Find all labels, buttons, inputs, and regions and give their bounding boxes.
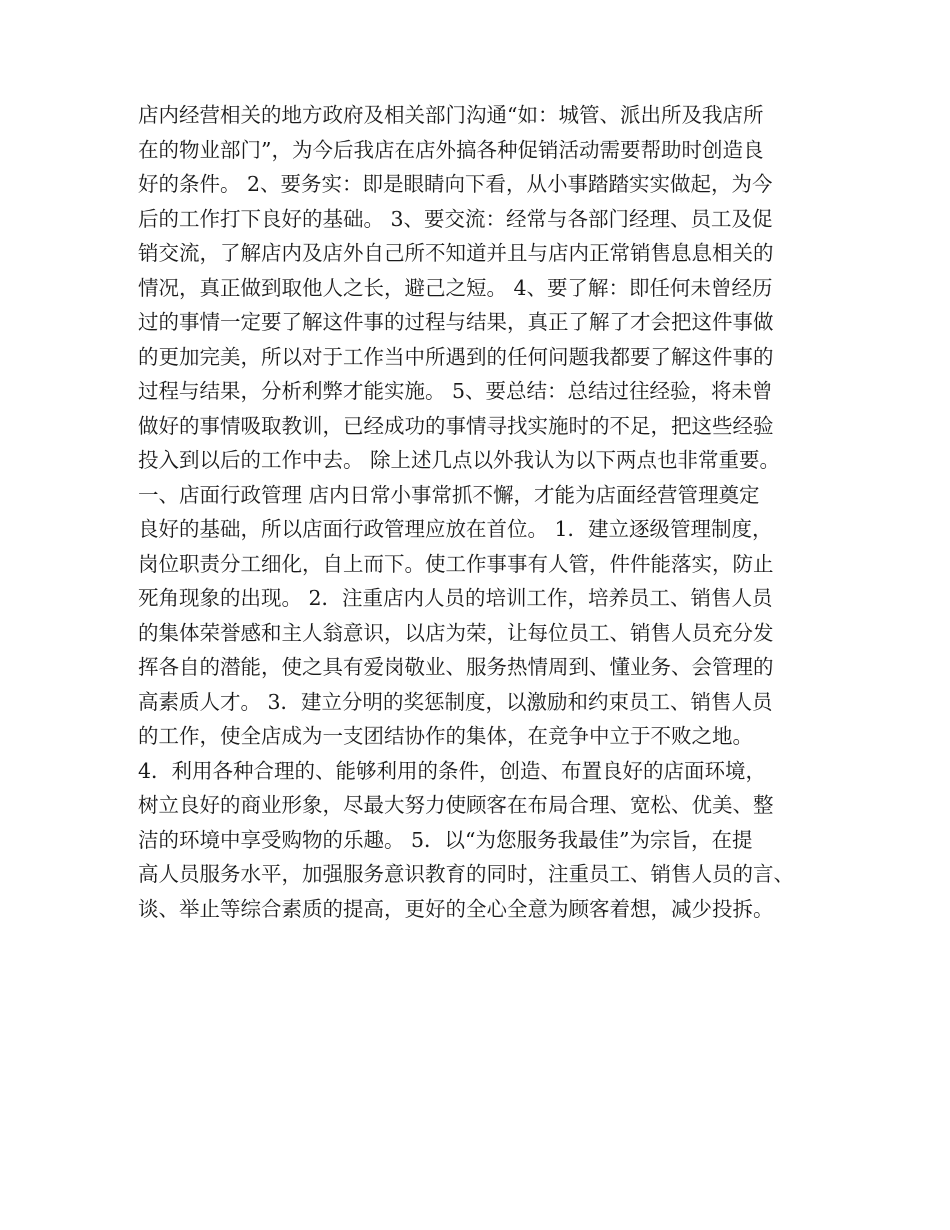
text-line: 高素质人才。 3．建立分明的奖惩制度，以激励和约束员工、销售人员 bbox=[138, 689, 773, 714]
text-line: 一、店面行政管理 店内日常小事常抓不懈，才能为店面经营管理奠定 bbox=[138, 482, 760, 507]
text-line: 后的工作打下良好的基础。 3、要交流：经常与各部门经理、员工及促 bbox=[138, 206, 773, 231]
text-line: 投入到以后的工作中去。 除上述几点以外我认为以下两点也非常重要。 bbox=[138, 448, 781, 472]
text-line: 良好的基础，所以店面行政管理应放在首位。 1．建立逐级管理制度， bbox=[138, 517, 773, 541]
text-line: 做好的事情吸取教训，已经成功的事情寻找实施时的不足，把这些经验 bbox=[138, 413, 774, 438]
text-line: 情况，真正做到取他人之长，避己之短。 4、要了解：即任何未曾经历 bbox=[138, 275, 773, 300]
text-line: 过程与结果，分析利弊才能实施。 5、要总结：总结过往经验，将未曾 bbox=[138, 379, 773, 403]
text-line: 销交流，了解店内及店外自己所不知道并且与店内正常销售息息相关的 bbox=[138, 241, 774, 265]
text-line: 店内经营相关的地方政府及相关部门沟通“如：城管、派出所及我店所 bbox=[138, 103, 764, 127]
text-line: 在的物业部门”，为今后我店在店外搞各种促销活动需要帮助时创造良 bbox=[138, 137, 764, 162]
text-line: 的工作，使全店成为一支团结协作的集体，在竞争中立于不败之地。 bbox=[138, 724, 753, 748]
text-line: 的集体荣誉感和主人翁意识，以店为荣，让每位员工、销售人员充分发 bbox=[138, 620, 774, 645]
text-line: 挥各自的潜能，使之具有爱岗敬业、服务热情周到、懂业务、会管理的 bbox=[138, 655, 774, 679]
text-line: 洁的环境中享受购物的乐趣。 5．以“为您服务我最佳”为宗旨，在提 bbox=[138, 827, 753, 852]
text-line: 死角现象的出现。 2．注重店内人员的培训工作，培养员工、销售人员 bbox=[138, 586, 773, 610]
text-line: 岗位职责分工细化，自上而下。使工作事事有人管，件件能落实，防止 bbox=[138, 551, 774, 576]
text-line: 高人员服务水平，加强服务意识教育的同时，注重员工、销售人员的言、 bbox=[138, 862, 794, 886]
text-line: 过的事情一定要了解这件事的过程与结果，真正了解了才会把这件事做 bbox=[138, 310, 774, 334]
text-line: 好的条件。 2、要务实：即是眼睛向下看，从小事踏踏实实做起，为今 bbox=[138, 172, 773, 196]
text-line: 4．利用各种合理的、能够利用的条件，创造、布置良好的店面环境， bbox=[138, 758, 767, 783]
text-line: 谈、举止等综合素质的提高，更好的全心全意为顾客着想，减少投拆。 bbox=[138, 896, 774, 921]
text-line: 的更加完美，所以对于工作当中所遇到的任何问题我都要了解这件事的 bbox=[138, 344, 774, 369]
body-text bbox=[138, 98, 838, 926]
text-line: 树立良好的商业形象，尽最大努力使顾客在布局合理、宽松、优美、整 bbox=[138, 793, 774, 817]
